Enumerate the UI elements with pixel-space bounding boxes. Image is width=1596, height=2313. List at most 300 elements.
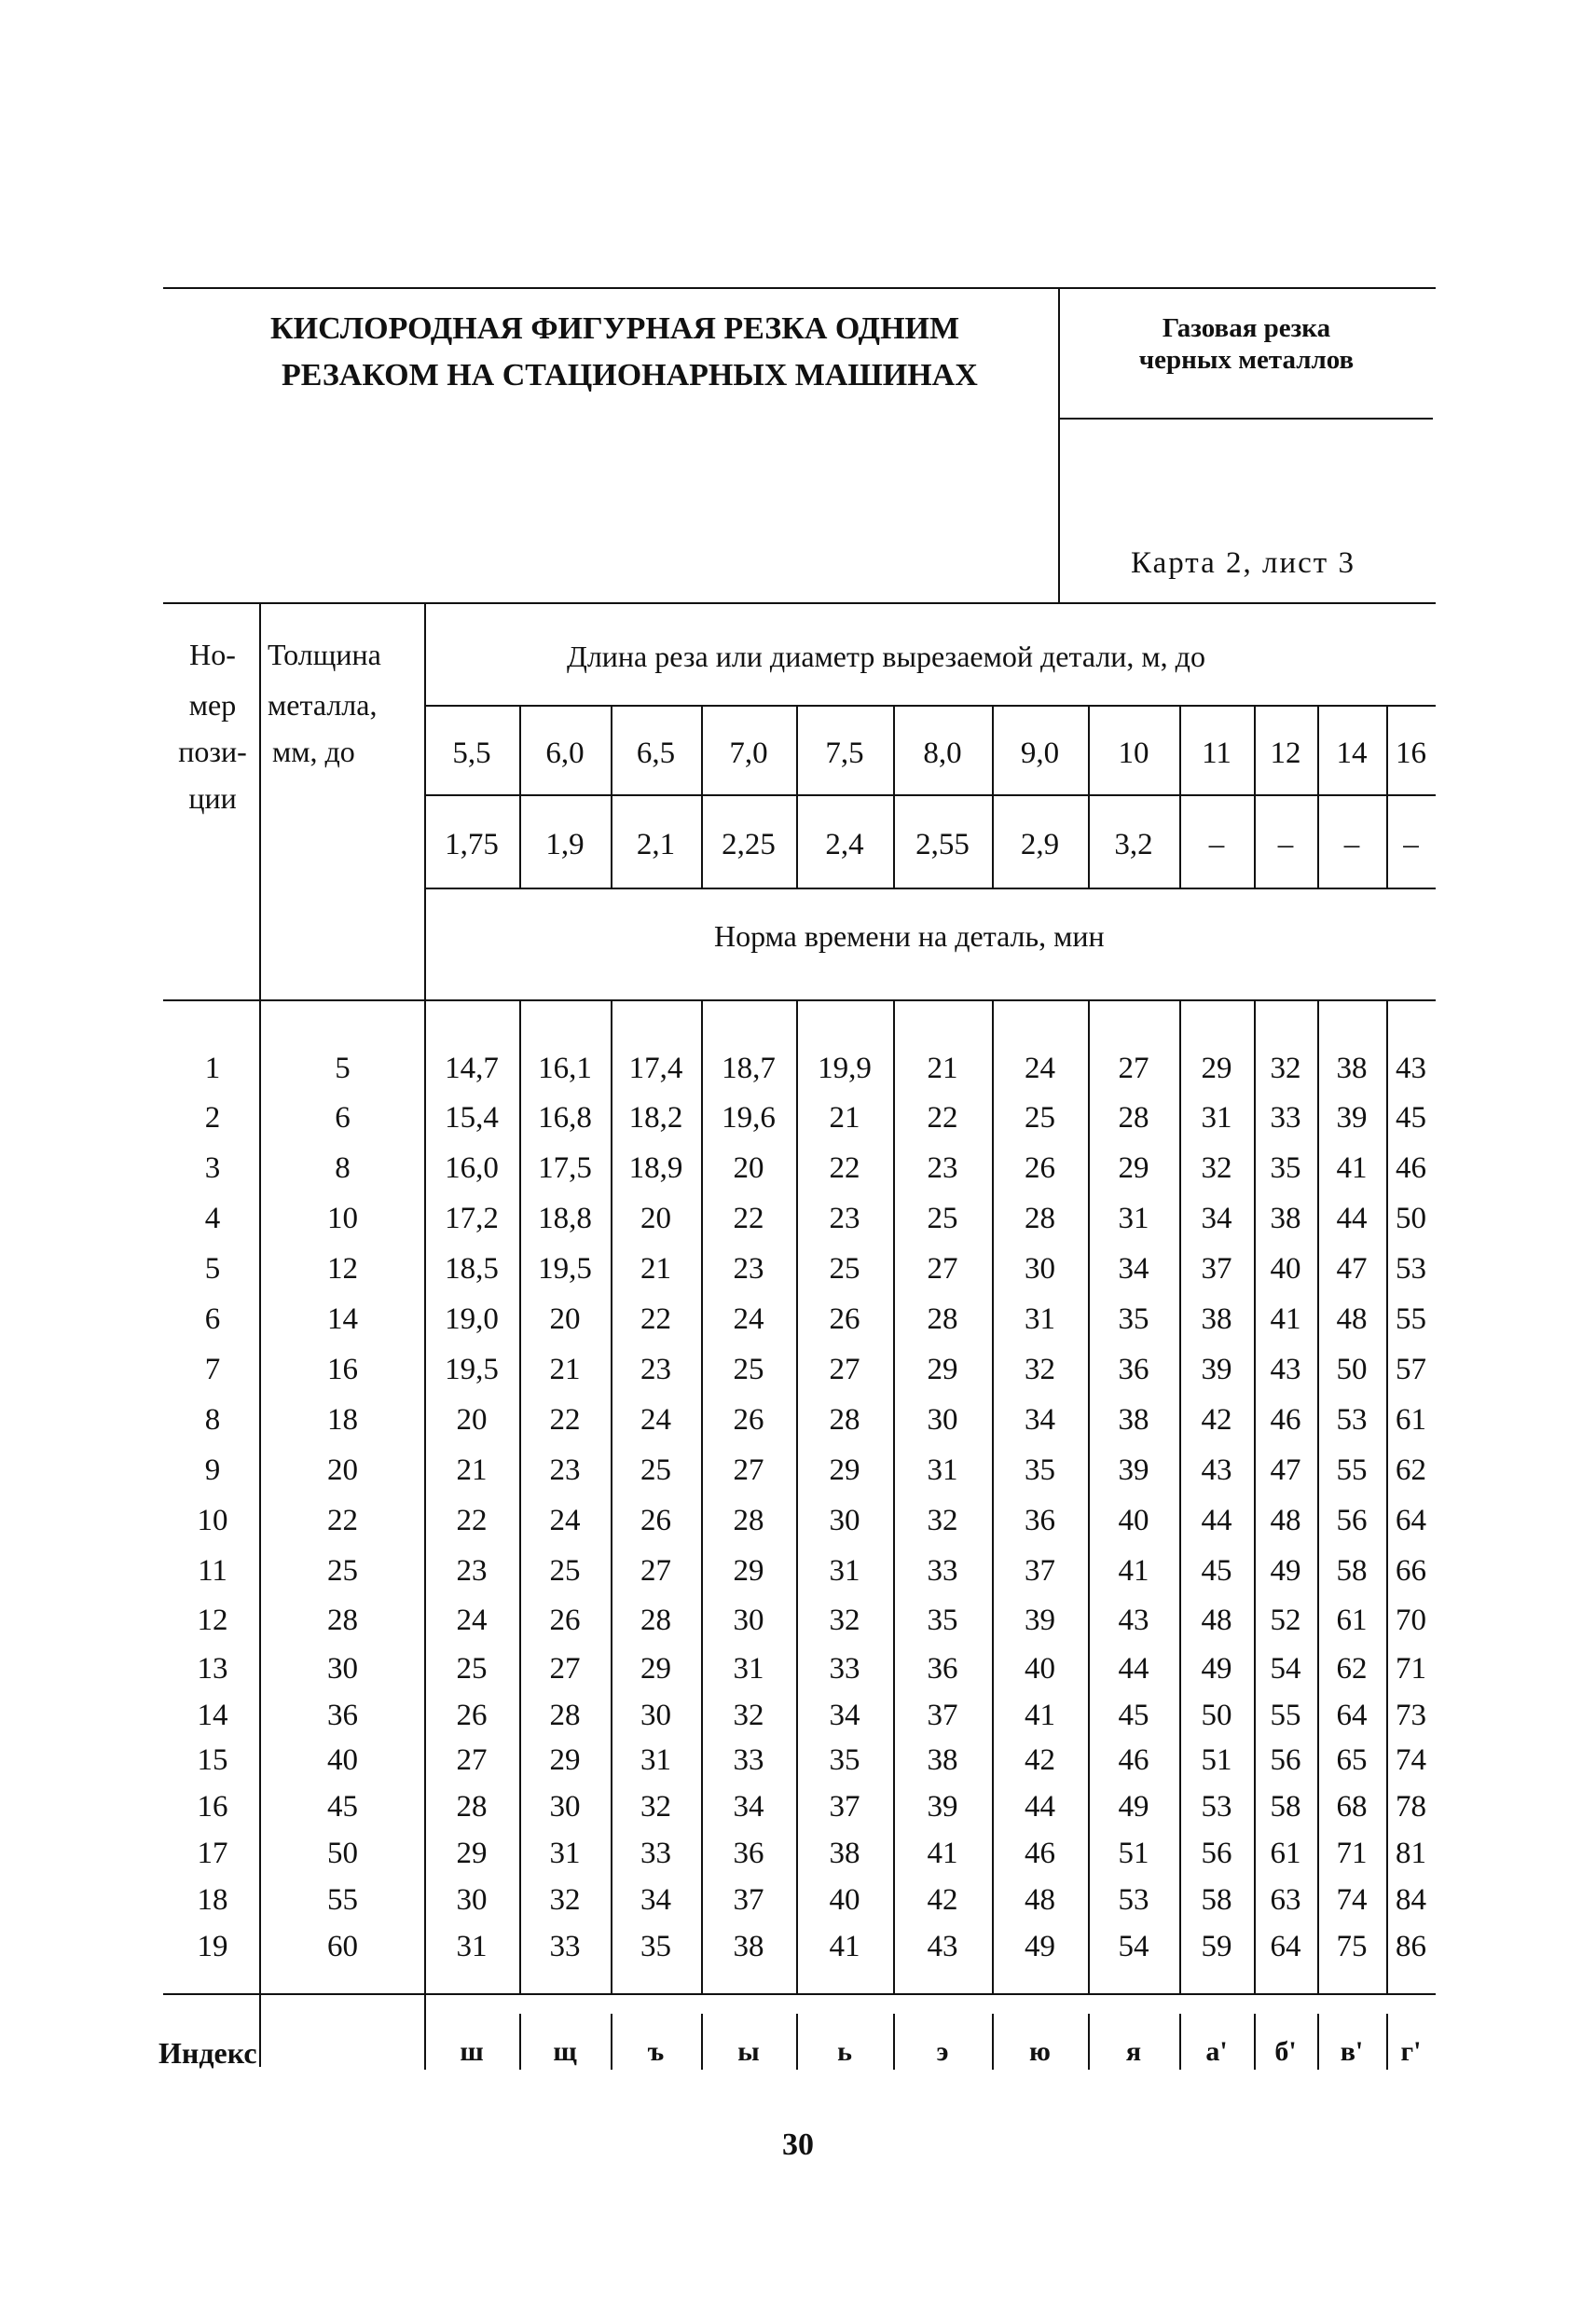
time-norm-cell: 26 bbox=[1025, 1151, 1055, 1185]
time-norm-cell: 30 bbox=[456, 1883, 488, 1917]
table-top-rule bbox=[163, 602, 1436, 604]
thickness-cell: 28 bbox=[327, 1604, 358, 1637]
time-norm-cell: 22 bbox=[733, 1202, 764, 1235]
diameter-value-cell: 1,75 bbox=[445, 828, 499, 861]
index-value-cell: ь bbox=[837, 2036, 852, 2067]
diameter-value-cell: 2,25 bbox=[722, 828, 776, 861]
time-norm-cell: 75 bbox=[1336, 1930, 1368, 1963]
position-cell: 9 bbox=[204, 1453, 221, 1487]
header-top-rule bbox=[163, 287, 1436, 289]
document-title-line2: РЕЗАКОМ НА СТАЦИОНАРНЫХ МАШИНАХ bbox=[282, 358, 978, 392]
length-value-cell: 10 bbox=[1118, 737, 1149, 770]
diameter-value-cell: 3,2 bbox=[1114, 828, 1153, 861]
thickness-cell: 45 bbox=[327, 1790, 358, 1824]
time-norm-cell: 46 bbox=[1118, 1743, 1149, 1777]
position-cell: 7 bbox=[204, 1353, 221, 1386]
time-norm-cell: 41 bbox=[927, 1837, 958, 1870]
time-norm-cell: 46 bbox=[1270, 1403, 1301, 1437]
length-value-cell: 6,5 bbox=[636, 737, 676, 770]
time-norm-cell: 39 bbox=[1336, 1101, 1368, 1135]
time-norm-cell: 27 bbox=[549, 1652, 581, 1686]
time-norm-cell: 24 bbox=[549, 1504, 581, 1537]
time-norm-cell: 41 bbox=[1270, 1302, 1301, 1336]
section-title-line1: Газовая резка bbox=[1162, 313, 1331, 343]
index-value-cell: ш bbox=[460, 2036, 484, 2067]
time-norm-cell: 19,9 bbox=[818, 1052, 872, 1085]
time-norm-cell: 15,4 bbox=[445, 1101, 499, 1135]
time-norm-cell: 29 bbox=[549, 1743, 581, 1777]
position-cell: 4 bbox=[204, 1202, 221, 1235]
index-value-cell: ю bbox=[1029, 2036, 1051, 2067]
time-norm-cell: 44 bbox=[1201, 1504, 1232, 1537]
length-value-cell: 14 bbox=[1336, 737, 1368, 770]
index-value-cell: э bbox=[936, 2036, 949, 2067]
length-value-cell: 8,0 bbox=[923, 737, 962, 770]
time-norm-cell: 18,5 bbox=[445, 1252, 499, 1286]
time-norm-cell: 16,1 bbox=[538, 1052, 592, 1085]
thickness-cell: 14 bbox=[327, 1302, 358, 1336]
time-norm-cell: 58 bbox=[1270, 1790, 1301, 1824]
time-norm-cell: 32 bbox=[733, 1699, 764, 1732]
header-right-rule bbox=[1060, 418, 1433, 420]
time-norm-cell: 33 bbox=[733, 1743, 764, 1777]
table-bottom-rule bbox=[163, 1993, 1436, 1995]
thickness-cell: 8 bbox=[335, 1151, 351, 1185]
position-cell: 2 bbox=[204, 1101, 221, 1135]
time-norm-cell: 42 bbox=[1025, 1743, 1055, 1777]
thickness-cell: 20 bbox=[327, 1453, 358, 1487]
time-norm-cell: 19,0 bbox=[445, 1302, 499, 1336]
time-norm-cell: 32 bbox=[640, 1790, 671, 1824]
index-value-cell: я bbox=[1125, 2036, 1142, 2067]
time-norm-cell: 34 bbox=[829, 1699, 860, 1732]
time-norm-cell: 78 bbox=[1396, 1790, 1426, 1824]
time-norm-cell: 33 bbox=[927, 1554, 958, 1588]
time-norm-cell: 26 bbox=[640, 1504, 671, 1537]
time-norm-cell: 50 bbox=[1201, 1699, 1232, 1732]
time-norm-cell: 25 bbox=[549, 1554, 581, 1588]
time-norm-cell: 61 bbox=[1336, 1604, 1368, 1637]
time-norm-cell: 31 bbox=[1118, 1202, 1149, 1235]
time-norm-cell: 41 bbox=[1025, 1699, 1055, 1732]
time-norm-cell: 71 bbox=[1336, 1837, 1368, 1870]
document-title-line1: КИСЛОРОДНАЯ ФИГУРНАЯ РЕЗКА ОДНИМ bbox=[270, 311, 960, 346]
time-norm-cell: 29 bbox=[733, 1554, 764, 1588]
position-cell: 8 bbox=[204, 1403, 221, 1437]
time-norm-cell: 65 bbox=[1336, 1743, 1368, 1777]
rule-below-diameters bbox=[425, 888, 1436, 889]
time-norm-cell: 30 bbox=[733, 1604, 764, 1637]
position-cell: 1 bbox=[204, 1052, 221, 1085]
time-norm-cell: 81 bbox=[1396, 1837, 1426, 1870]
time-norm-cell: 19,6 bbox=[722, 1101, 776, 1135]
time-norm-cell: 24 bbox=[1025, 1052, 1055, 1085]
time-norm-cell: 34 bbox=[640, 1883, 671, 1917]
time-norm-cell: 55 bbox=[1336, 1453, 1368, 1487]
thickness-cell: 25 bbox=[327, 1554, 358, 1588]
time-norm-cell: 23 bbox=[829, 1202, 860, 1235]
time-norm-cell: 36 bbox=[1025, 1504, 1055, 1537]
thickness-cell: 6 bbox=[335, 1101, 351, 1135]
time-norm-cell: 63 bbox=[1270, 1883, 1301, 1917]
position-cell: 11 bbox=[198, 1554, 227, 1588]
index-label: Индекс bbox=[158, 2036, 257, 2070]
time-norm-cell: 22 bbox=[927, 1101, 958, 1135]
index-value-cell: г' bbox=[1400, 2036, 1422, 2067]
position-cell: 16 bbox=[197, 1790, 228, 1824]
time-norm-cell: 55 bbox=[1270, 1699, 1301, 1732]
position-cell: 6 bbox=[204, 1302, 221, 1336]
time-norm-cell: 23 bbox=[549, 1453, 581, 1487]
time-norm-cell: 22 bbox=[640, 1302, 671, 1336]
time-norm-cell: 19,5 bbox=[538, 1252, 592, 1286]
time-norm-cell: 46 bbox=[1396, 1151, 1426, 1185]
time-norm-cell: 35 bbox=[1118, 1302, 1149, 1336]
diameter-value-cell: – bbox=[1208, 828, 1225, 861]
time-norm-cell: 31 bbox=[927, 1453, 958, 1487]
time-norm-cell: 45 bbox=[1201, 1554, 1232, 1588]
position-cell: 13 bbox=[197, 1652, 228, 1686]
time-norm-cell: 23 bbox=[640, 1353, 671, 1386]
time-norm-cell: 44 bbox=[1118, 1652, 1149, 1686]
time-norm-cell: 37 bbox=[1025, 1554, 1055, 1588]
time-norm-cell: 27 bbox=[829, 1353, 860, 1386]
time-norm-cell: 36 bbox=[733, 1837, 764, 1870]
diameter-value-cell: – bbox=[1343, 828, 1360, 861]
time-norm-cell: 27 bbox=[1118, 1052, 1149, 1085]
time-norm-cell: 43 bbox=[1396, 1052, 1426, 1085]
time-norm-cell: 28 bbox=[1118, 1101, 1149, 1135]
time-norm-cell: 28 bbox=[1025, 1202, 1055, 1235]
time-norm-cell: 38 bbox=[927, 1743, 958, 1777]
time-norm-cell: 41 bbox=[1336, 1151, 1368, 1185]
length-value-cell: 12 bbox=[1270, 737, 1301, 770]
section-title-line2: черных металлов bbox=[1138, 345, 1355, 375]
time-norm-cell: 30 bbox=[927, 1403, 958, 1437]
time-norm-cell: 36 bbox=[927, 1652, 958, 1686]
index-value-cell: б' bbox=[1274, 2036, 1297, 2067]
rule-below-span-header bbox=[425, 705, 1436, 707]
time-norm-cell: 20 bbox=[456, 1403, 488, 1437]
time-norm-cell: 53 bbox=[1201, 1790, 1232, 1824]
time-norm-cell: 32 bbox=[1025, 1353, 1055, 1386]
time-norm-cell: 47 bbox=[1270, 1453, 1301, 1487]
time-norm-cell: 35 bbox=[829, 1743, 860, 1777]
time-norm-cell: 27 bbox=[927, 1252, 958, 1286]
time-norm-cell: 22 bbox=[829, 1151, 860, 1185]
table-body-rule bbox=[163, 999, 1436, 1001]
time-norm-cell: 58 bbox=[1201, 1883, 1232, 1917]
time-norm-cell: 25 bbox=[829, 1252, 860, 1286]
thickness-cell: 50 bbox=[327, 1837, 358, 1870]
thickness-cell: 5 bbox=[335, 1052, 351, 1085]
diameter-value-cell: 2,1 bbox=[636, 828, 676, 861]
time-norm-cell: 38 bbox=[1336, 1052, 1368, 1085]
time-norm-cell: 34 bbox=[1025, 1403, 1055, 1437]
position-cell: 10 bbox=[197, 1504, 228, 1537]
thickness-cell: 60 bbox=[327, 1930, 358, 1963]
time-norm-cell: 14,7 bbox=[445, 1052, 499, 1085]
thickness-cell: 40 bbox=[327, 1743, 358, 1777]
time-norm-cell: 28 bbox=[733, 1504, 764, 1537]
time-norm-cell: 25 bbox=[640, 1453, 671, 1487]
position-cell: 18 bbox=[197, 1883, 228, 1917]
length-value-cell: 7,5 bbox=[825, 737, 864, 770]
time-norm-cell: 39 bbox=[927, 1790, 958, 1824]
time-norm-cell: 38 bbox=[1270, 1202, 1301, 1235]
time-norm-cell: 17,4 bbox=[628, 1052, 683, 1085]
time-norm-cell: 25 bbox=[927, 1202, 958, 1235]
time-norm-cell: 56 bbox=[1336, 1504, 1368, 1537]
time-norm-cell: 25 bbox=[1025, 1101, 1055, 1135]
time-norm-cell: 43 bbox=[1201, 1453, 1232, 1487]
time-norm-cell: 40 bbox=[1270, 1252, 1301, 1286]
length-value-cell: 9,0 bbox=[1020, 737, 1060, 770]
index-value-cell: а' bbox=[1205, 2036, 1228, 2067]
time-norm-cell: 35 bbox=[1025, 1453, 1055, 1487]
time-norm-cell: 28 bbox=[640, 1604, 671, 1637]
index-value-cell: в' bbox=[1340, 2036, 1364, 2067]
time-norm-cell: 38 bbox=[1201, 1302, 1232, 1336]
time-norm-cell: 70 bbox=[1396, 1604, 1426, 1637]
time-norm-cell: 33 bbox=[549, 1930, 581, 1963]
time-norm-cell: 29 bbox=[829, 1453, 860, 1487]
time-norm-cell: 39 bbox=[1025, 1604, 1055, 1637]
time-norm-cell: 40 bbox=[829, 1883, 860, 1917]
time-norm-cell: 51 bbox=[1118, 1837, 1149, 1870]
time-norm-cell: 59 bbox=[1201, 1930, 1232, 1963]
time-norm-cell: 29 bbox=[456, 1837, 488, 1870]
time-norm-cell: 31 bbox=[829, 1554, 860, 1588]
time-norm-cell: 43 bbox=[1118, 1604, 1149, 1637]
time-norm-cell: 23 bbox=[456, 1554, 488, 1588]
time-norm-cell: 62 bbox=[1336, 1652, 1368, 1686]
time-norm-cell: 31 bbox=[456, 1930, 488, 1963]
thickness-cell: 36 bbox=[327, 1699, 358, 1732]
time-norm-cell: 49 bbox=[1201, 1652, 1232, 1686]
time-norm-cell: 53 bbox=[1336, 1403, 1368, 1437]
time-norm-cell: 23 bbox=[927, 1151, 958, 1185]
time-norm-cell: 35 bbox=[640, 1930, 671, 1963]
time-norm-cell: 55 bbox=[1396, 1302, 1426, 1336]
time-norm-cell: 18,8 bbox=[538, 1202, 592, 1235]
length-value-cell: 7,0 bbox=[729, 737, 768, 770]
time-norm-cell: 66 bbox=[1396, 1554, 1426, 1588]
time-norm-cell: 26 bbox=[829, 1302, 860, 1336]
rule-below-lengths bbox=[425, 794, 1436, 796]
length-value-cell: 16 bbox=[1396, 737, 1426, 770]
time-norm-cell: 64 bbox=[1336, 1699, 1368, 1732]
time-norm-cell: 50 bbox=[1396, 1202, 1426, 1235]
time-norm-cell: 53 bbox=[1118, 1883, 1149, 1917]
position-cell: 3 bbox=[204, 1151, 221, 1185]
time-norm-cell: 18,2 bbox=[628, 1101, 683, 1135]
time-norm-cell: 29 bbox=[927, 1353, 958, 1386]
position-cell: 15 bbox=[197, 1743, 228, 1777]
time-norm-cell: 73 bbox=[1396, 1699, 1426, 1732]
time-norm-cell: 17,2 bbox=[445, 1202, 499, 1235]
time-norm-cell: 29 bbox=[1118, 1151, 1149, 1185]
time-norm-cell: 54 bbox=[1270, 1652, 1301, 1686]
time-norm-cell: 32 bbox=[549, 1883, 581, 1917]
time-norm-cell: 34 bbox=[1201, 1202, 1232, 1235]
norm-time-header: Норма времени на деталь, мин bbox=[714, 919, 1105, 953]
time-norm-cell: 42 bbox=[927, 1883, 958, 1917]
time-norm-cell: 74 bbox=[1396, 1743, 1426, 1777]
time-norm-cell: 22 bbox=[549, 1403, 581, 1437]
time-norm-cell: 48 bbox=[1336, 1302, 1368, 1336]
time-norm-cell: 48 bbox=[1025, 1883, 1055, 1917]
time-norm-cell: 28 bbox=[549, 1699, 581, 1732]
time-norm-cell: 33 bbox=[829, 1652, 860, 1686]
thickness-cell: 22 bbox=[327, 1504, 358, 1537]
time-norm-cell: 17,5 bbox=[538, 1151, 592, 1185]
time-norm-cell: 40 bbox=[1025, 1652, 1055, 1686]
time-norm-cell: 26 bbox=[549, 1604, 581, 1637]
time-norm-cell: 21 bbox=[549, 1353, 581, 1386]
time-norm-cell: 19,5 bbox=[445, 1353, 499, 1386]
time-norm-cell: 25 bbox=[733, 1353, 764, 1386]
time-norm-cell: 32 bbox=[927, 1504, 958, 1537]
time-norm-cell: 20 bbox=[733, 1151, 764, 1185]
card-reference: Карта 2, лист 3 bbox=[1131, 546, 1355, 580]
time-norm-cell: 45 bbox=[1396, 1101, 1426, 1135]
thickness-cell: 18 bbox=[327, 1403, 358, 1437]
time-norm-cell: 31 bbox=[1201, 1101, 1232, 1135]
diameter-value-cell: 1,9 bbox=[545, 828, 585, 861]
index-value-cell: щ bbox=[553, 2036, 577, 2067]
thickness-cell: 12 bbox=[327, 1252, 358, 1286]
time-norm-cell: 30 bbox=[549, 1790, 581, 1824]
thickness-cell: 10 bbox=[327, 1202, 358, 1235]
time-norm-cell: 44 bbox=[1025, 1790, 1055, 1824]
time-norm-cell: 50 bbox=[1336, 1353, 1368, 1386]
time-norm-cell: 33 bbox=[640, 1837, 671, 1870]
time-norm-cell: 21 bbox=[640, 1252, 671, 1286]
time-norm-cell: 36 bbox=[1118, 1353, 1149, 1386]
time-norm-cell: 54 bbox=[1118, 1930, 1149, 1963]
time-norm-cell: 40 bbox=[1118, 1504, 1149, 1537]
length-value-cell: 5,5 bbox=[452, 737, 491, 770]
time-norm-cell: 21 bbox=[927, 1052, 958, 1085]
time-norm-cell: 39 bbox=[1201, 1353, 1232, 1386]
time-norm-cell: 29 bbox=[1201, 1052, 1232, 1085]
time-norm-cell: 16,8 bbox=[538, 1101, 592, 1135]
time-norm-cell: 30 bbox=[1025, 1252, 1055, 1286]
time-norm-cell: 26 bbox=[456, 1699, 488, 1732]
time-norm-cell: 33 bbox=[1270, 1101, 1301, 1135]
time-norm-cell: 24 bbox=[456, 1604, 488, 1637]
time-norm-cell: 48 bbox=[1270, 1504, 1301, 1537]
position-cell: 19 bbox=[197, 1930, 228, 1963]
time-norm-cell: 39 bbox=[1118, 1453, 1149, 1487]
time-norm-cell: 18,9 bbox=[628, 1151, 683, 1185]
time-norm-cell: 21 bbox=[456, 1453, 488, 1487]
time-norm-cell: 32 bbox=[1201, 1151, 1232, 1185]
time-norm-cell: 27 bbox=[733, 1453, 764, 1487]
time-norm-cell: 43 bbox=[1270, 1353, 1301, 1386]
time-norm-cell: 51 bbox=[1201, 1743, 1232, 1777]
time-norm-cell: 86 bbox=[1396, 1930, 1426, 1963]
time-norm-cell: 49 bbox=[1025, 1930, 1055, 1963]
time-norm-cell: 34 bbox=[733, 1790, 764, 1824]
time-norm-cell: 30 bbox=[829, 1504, 860, 1537]
time-norm-cell: 35 bbox=[1270, 1151, 1301, 1185]
time-norm-cell: 68 bbox=[1336, 1790, 1368, 1824]
time-norm-cell: 27 bbox=[640, 1554, 671, 1588]
time-norm-cell: 23 bbox=[733, 1252, 764, 1286]
time-norm-cell: 28 bbox=[456, 1790, 488, 1824]
position-cell: 12 bbox=[197, 1604, 228, 1637]
time-norm-cell: 46 bbox=[1025, 1837, 1055, 1870]
time-norm-cell: 84 bbox=[1396, 1883, 1426, 1917]
time-norm-cell: 64 bbox=[1396, 1504, 1426, 1537]
time-norm-cell: 37 bbox=[1201, 1252, 1232, 1286]
diameter-value-cell: – bbox=[1277, 828, 1294, 861]
time-norm-cell: 57 bbox=[1396, 1353, 1426, 1386]
time-norm-cell: 24 bbox=[640, 1403, 671, 1437]
time-norm-cell: 64 bbox=[1270, 1930, 1301, 1963]
position-cell: 14 bbox=[197, 1699, 228, 1732]
time-norm-cell: 26 bbox=[733, 1403, 764, 1437]
time-norm-cell: 37 bbox=[733, 1883, 764, 1917]
time-norm-cell: 62 bbox=[1396, 1453, 1426, 1487]
time-norm-cell: 22 bbox=[456, 1504, 488, 1537]
length-value-cell: 11 bbox=[1202, 737, 1231, 770]
position-cell: 17 bbox=[197, 1837, 228, 1870]
time-norm-cell: 28 bbox=[829, 1403, 860, 1437]
time-norm-cell: 32 bbox=[829, 1604, 860, 1637]
time-norm-cell: 31 bbox=[640, 1743, 671, 1777]
thickness-cell: 30 bbox=[327, 1652, 358, 1686]
time-norm-cell: 30 bbox=[640, 1699, 671, 1732]
time-norm-cell: 37 bbox=[829, 1790, 860, 1824]
time-norm-cell: 31 bbox=[733, 1652, 764, 1686]
time-norm-cell: 35 bbox=[927, 1604, 958, 1637]
time-norm-cell: 21 bbox=[829, 1101, 860, 1135]
time-norm-cell: 58 bbox=[1336, 1554, 1368, 1588]
time-norm-cell: 41 bbox=[1118, 1554, 1149, 1588]
time-norm-cell: 37 bbox=[927, 1699, 958, 1732]
diameter-value-cell: 2,9 bbox=[1020, 828, 1060, 861]
time-norm-cell: 41 bbox=[829, 1930, 860, 1963]
time-norm-cell: 38 bbox=[1118, 1403, 1149, 1437]
length-value-cell: 6,0 bbox=[545, 737, 585, 770]
diameter-value-cell: 2,4 bbox=[825, 828, 864, 861]
time-norm-cell: 43 bbox=[927, 1930, 958, 1963]
thickness-cell: 16 bbox=[327, 1353, 358, 1386]
time-norm-cell: 42 bbox=[1201, 1403, 1232, 1437]
time-norm-cell: 38 bbox=[829, 1837, 860, 1870]
time-norm-cell: 47 bbox=[1336, 1252, 1368, 1286]
time-norm-cell: 20 bbox=[640, 1202, 671, 1235]
time-norm-cell: 53 bbox=[1396, 1252, 1426, 1286]
time-norm-cell: 49 bbox=[1118, 1790, 1149, 1824]
time-norm-cell: 44 bbox=[1336, 1202, 1368, 1235]
time-norm-cell: 25 bbox=[456, 1652, 488, 1686]
time-norm-cell: 16,0 bbox=[445, 1151, 499, 1185]
time-norm-cell: 34 bbox=[1118, 1252, 1149, 1286]
time-norm-cell: 45 bbox=[1118, 1699, 1149, 1732]
time-norm-cell: 29 bbox=[640, 1652, 671, 1686]
time-norm-cell: 61 bbox=[1270, 1837, 1301, 1870]
span-header-length: Длина реза или диаметр вырезаемой детали, м, до bbox=[567, 640, 1205, 673]
time-norm-cell: 71 bbox=[1396, 1652, 1426, 1686]
time-norm-cell: 49 bbox=[1270, 1554, 1301, 1588]
thickness-cell: 55 bbox=[327, 1883, 358, 1917]
time-norm-cell: 52 bbox=[1270, 1604, 1301, 1637]
index-value-cell: ы bbox=[737, 2036, 760, 2067]
